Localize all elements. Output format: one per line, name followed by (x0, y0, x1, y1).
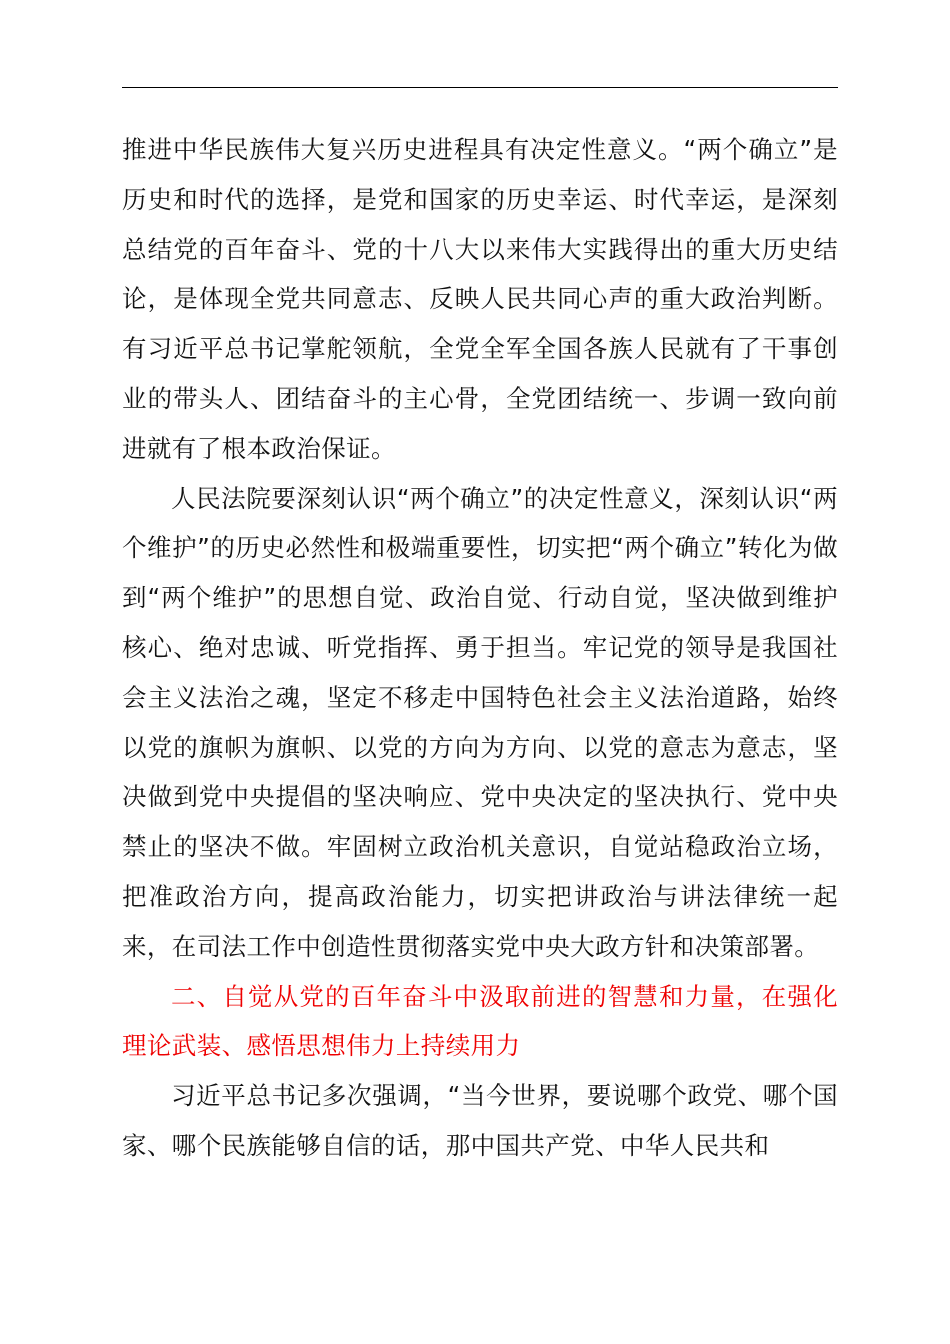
paragraph-quote: 习近平总书记多次强调，“当今世界，要说哪个政党、哪个国家、哪个民族能够自信的话，那中国共产党、中华人民共和 (122, 1081, 838, 1160)
paragraph-continuation: 推进中华民族伟大复兴历史进程具有决定性意义。“两个确立”是历史和时代的选择，是党和国家的历史幸运、时代幸运，是深刻总结党的百年奋斗、党的十八大以来伟大实践得出的重大历史结论，是体现全党共同意志、反映人民共同心声的重大政治判断。有习近平总书记掌舵领航，全党全军全国各族人民就有了干事创业的带头人、团结奋斗的主心骨，全党团结统一、步调一致向前进就有了根本政治保证。 (122, 135, 838, 463)
document-body (122, 125, 838, 1171)
section-heading-2: 二、自觉从党的百年奋斗中汲取前进的智慧和力量，在强化理论武装、感悟思想伟力上持续用力 (122, 981, 838, 1061)
paragraph-people-courts: 人民法院要深刻认识“两个确立”的决定性意义，深刻认识“两个维护”的历史必然性和极端重要性，切实把“两个确立”转化为做到“两个维护”的思想自觉、政治自觉、行动自觉，坚决做到维护核心、绝对忠诚、听党指挥、勇于担当。牢记党的领导是我国社会主义法治之魂，坚定不移走中国特色社会主义法治道路，始终以党的旗帜为旗帜、以党的方向为方向、以党的意志为意志，坚决做到党中央提倡的坚决响应、党中央决定的坚决执行、党中央禁止的坚决不做。牢固树立政治机关意识，自觉站稳政治立场，把准政治方向，提高政治能力，切实把讲政治与讲法律统一起来，在司法工作中创造性贯彻落实党中央大政方针和决策部署。 (122, 483, 838, 961)
header-rule (122, 87, 838, 88)
